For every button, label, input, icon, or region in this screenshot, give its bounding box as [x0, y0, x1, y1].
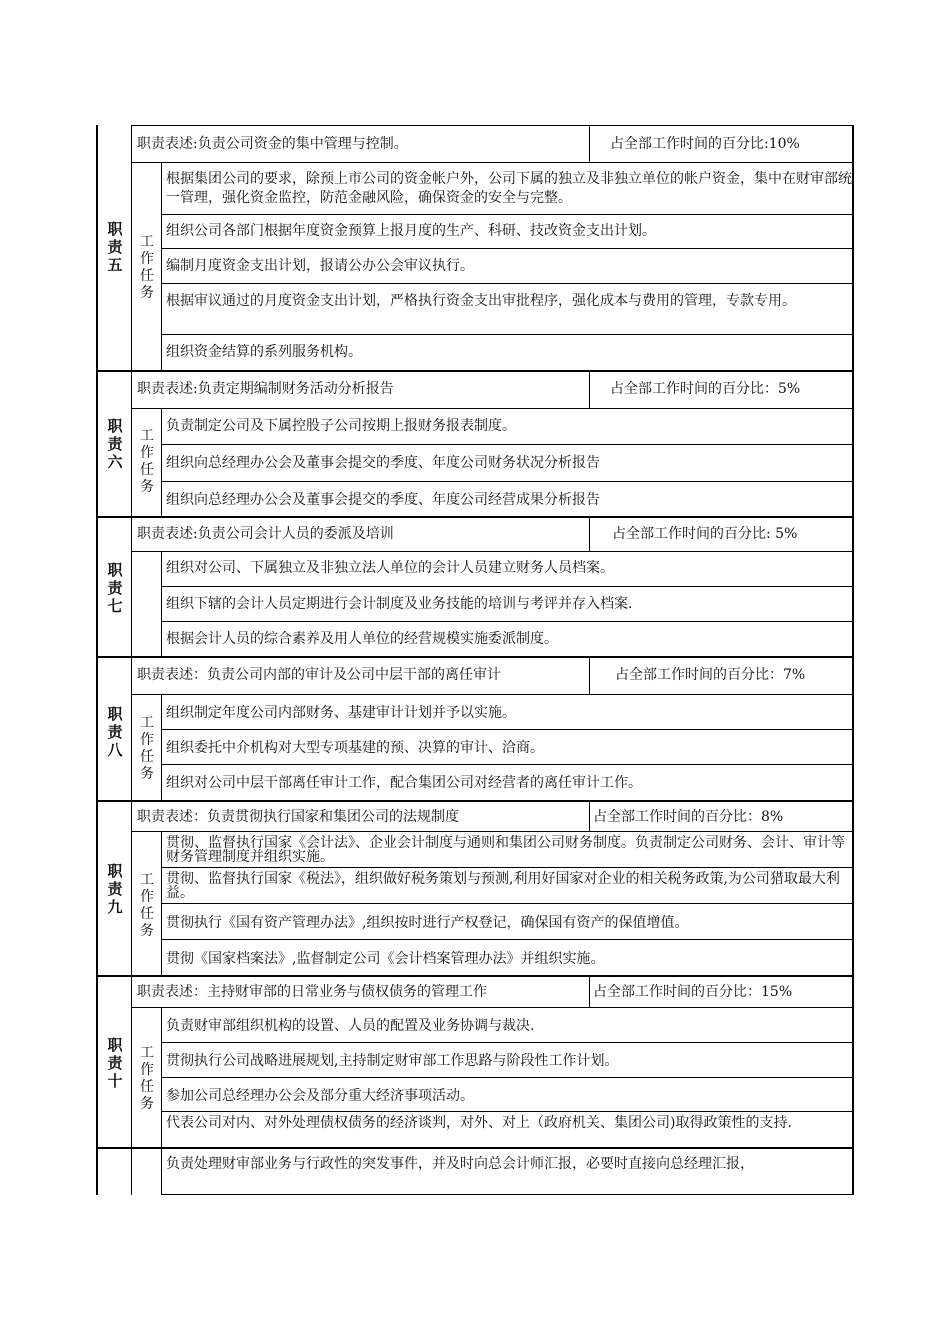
task-item: 组织公司各部门根据年度资金预算上报月度的生产、科研、技改资金支出计划。 — [166, 223, 656, 239]
task-item: 代表公司对内、对外处理债权债务的经济谈判，对外、对上（政府机关、集团公司)取得政策性的支持. — [166, 1115, 792, 1131]
grid-line — [161, 1042, 853, 1043]
grid-line — [96, 800, 853, 802]
time-percentage: 占全部工作时间的百分比：8% — [593, 809, 784, 825]
work-tasks-label — [136, 1045, 158, 1113]
duty-label — [102, 220, 128, 274]
grid-line — [161, 408, 162, 516]
task-item: 组织对公司、下属独立及非独立法人单位的会计人员建立财务人员档案。 — [166, 560, 614, 576]
grid-line — [161, 694, 162, 800]
task-item: 贯彻、监督执行国家《税法》，组织做好税务策划与预测,利用好国家对企业的相关税务政策,为公司猎取最大利益。 — [166, 871, 840, 901]
work-tasks-label-text: 工作任务 — [140, 428, 154, 495]
duty-description: 职责表述:负责公司会计人员的委派及培训 — [137, 526, 394, 542]
duty-label-text: 职责五 — [107, 220, 123, 274]
task-item: 贯彻《国家档案法》,监督制定公司《会计档案管理办法》并组织实施。 — [166, 951, 605, 967]
task-item: 组织向总经理办公会及董事会提交的季度、年度公司经营成果分析报告 — [166, 492, 600, 508]
task-item: 组织资金结算的系列服务机构。 — [166, 344, 362, 360]
work-tasks-label — [136, 428, 158, 496]
grid-line — [131, 162, 853, 163]
duty-label — [102, 561, 128, 615]
grid-line — [96, 125, 98, 1195]
grid-line — [589, 517, 590, 551]
grid-line — [161, 586, 853, 587]
task-item: 编制月度资金支出计划，报请公办公会审议执行。 — [166, 258, 474, 274]
work-tasks-label — [136, 234, 158, 302]
work-tasks-label — [136, 872, 158, 940]
work-tasks-label-text: 工作任务 — [140, 872, 154, 939]
grid-line — [161, 1194, 853, 1195]
grid-line — [131, 831, 853, 832]
grid-line — [589, 125, 590, 162]
grid-line — [131, 125, 853, 126]
grid-line — [589, 371, 590, 408]
grid-line — [161, 939, 853, 940]
time-percentage: 占全部工作时间的百分比：15% — [593, 984, 793, 1000]
grid-line — [96, 656, 853, 658]
grid-line — [161, 444, 853, 445]
task-item: 负责制定公司及下属控股子公司按期上报财务报表制度。 — [166, 418, 516, 434]
grid-line — [96, 1147, 853, 1149]
duty-description: 职责表述:负责公司资金的集中管理与控制。 — [137, 136, 408, 152]
duty-label — [102, 862, 128, 916]
grid-line — [131, 125, 132, 1195]
task-item: 组织委托中介机构对大型专项基建的预、决算的审计、洽商。 — [166, 740, 544, 756]
duty-label — [102, 705, 128, 759]
work-tasks-label-text: 工作任务 — [140, 715, 154, 782]
grid-line — [161, 764, 853, 765]
task-item: 组织对公司中层干部离任审计工作，配合集团公司对经营者的离任审计工作。 — [166, 775, 642, 791]
grid-line — [589, 976, 590, 1008]
work-tasks-label-text: 工作任务 — [140, 234, 154, 301]
grid-line — [161, 214, 853, 215]
task-item: 贯彻、监督执行国家《会计法》、企业会计制度与通则和集团公司财务制度。负责制定公司财务、会计、审计等财务管理制度并组织实施。 — [166, 835, 845, 865]
duty-description: 职责表述：主持财审部的日常业务与债权债务的管理工作 — [137, 984, 487, 1000]
grid-line — [161, 283, 853, 284]
grid-line — [161, 334, 853, 335]
task-item: 组织制定年度公司内部财务、基建审计计划并予以实施。 — [166, 705, 516, 721]
duty-label-text: 职责六 — [107, 417, 123, 471]
grid-line — [161, 1111, 853, 1112]
duty-description: 职责表述:负责定期编制财务活动分析报告 — [137, 381, 394, 397]
grid-line — [161, 481, 853, 482]
duty-label-text: 职责八 — [107, 705, 123, 759]
grid-line — [131, 408, 853, 409]
task-item: 根据集团公司的要求，除预上市公司的资金帐户外，公司下属的独立及非独立单位的帐户资金，集中在财审部统一管理，强化资金监控，防范金融风险，确保资金的安全与完整。 — [166, 171, 852, 206]
work-tasks-label-text: 工作任务 — [140, 1045, 154, 1112]
grid-line — [161, 551, 162, 656]
grid-line — [96, 516, 853, 518]
task-item: 贯彻执行公司战略进展规划,主持制定财审部工作思路与阶段性工作计划。 — [166, 1053, 619, 1069]
duty-description: 职责表述：负责公司内部的审计及公司中层干部的离任审计 — [137, 667, 501, 683]
duty-label — [102, 1036, 128, 1090]
grid-line — [131, 1007, 853, 1008]
task-item: 贯彻执行《国有资产管理办法》,组织按时进行产权登记，确保国有资产的保值增值。 — [166, 915, 689, 931]
task-item: 组织下辖的会计人员定期进行会计制度及业务技能的培训与考评并存入档案. — [166, 596, 633, 612]
duty-label — [102, 417, 128, 471]
grid-line — [161, 903, 853, 904]
grid-line — [161, 621, 853, 622]
time-percentage: 占全部工作时间的百分比:10% — [610, 136, 800, 152]
grid-line — [589, 657, 590, 694]
grid-line — [161, 729, 853, 730]
task-item: 负责处理财审部业务与行政性的突发事件，并及时向总会计师汇报，必要时直接向总经理汇报， — [166, 1156, 754, 1172]
grid-line — [161, 867, 853, 868]
task-item: 根据会计人员的综合素养及用人单位的经营规模实施委派制度。 — [166, 631, 558, 647]
task-item: 组织向总经理办公会及董事会提交的季度、年度公司财务状况分析报告 — [166, 455, 600, 471]
time-percentage: 占全部工作时间的百分比: 5% — [612, 526, 798, 542]
grid-line — [96, 370, 853, 372]
work-tasks-label — [136, 715, 158, 783]
grid-line — [161, 1148, 162, 1195]
time-percentage: 占全部工作时间的百分比：7% — [615, 667, 806, 683]
grid-line — [131, 551, 853, 552]
duty-label-text: 职责十 — [107, 1036, 123, 1090]
grid-line — [161, 1077, 853, 1078]
grid-line — [161, 162, 162, 370]
duty-label-text: 职责九 — [107, 862, 123, 916]
task-item: 根据审议通过的月度资金支出计划，严格执行资金支出审批程序，强化成本与费用的管理，专款专用。 — [166, 293, 796, 309]
duty-description: 职责表述：负责贯彻执行国家和集团公司的法规制度 — [137, 809, 459, 825]
grid-line — [589, 801, 590, 832]
grid-line — [161, 248, 853, 249]
duty-label-text: 职责七 — [107, 561, 123, 615]
grid-line — [131, 694, 853, 695]
grid-line — [852, 125, 854, 1195]
task-item: 负责财审部组织机构的设置、人员的配置及业务协调与裁决. — [166, 1018, 535, 1034]
task-item: 参加公司总经理办公会及部分重大经济事项活动。 — [166, 1088, 474, 1104]
time-percentage: 占全部工作时间的百分比：5% — [610, 381, 801, 397]
grid-line — [96, 975, 853, 977]
